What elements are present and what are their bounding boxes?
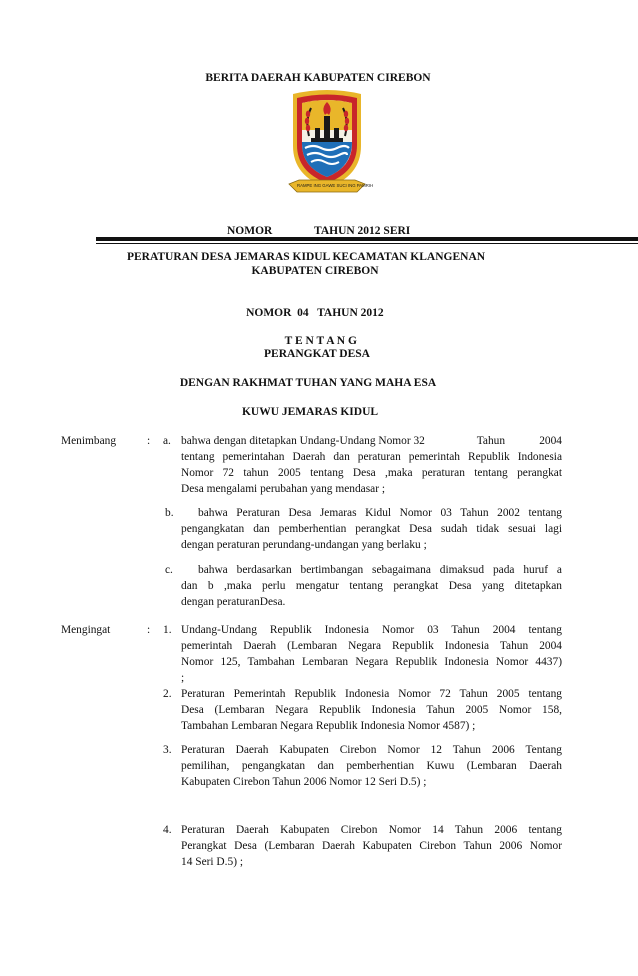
menimbang-a-line: Nomor 72 tahun 2005 tentang Desa ,maka peraturan tentang perangkat xyxy=(181,467,562,479)
menimbang-c-text xyxy=(181,562,562,610)
regulation-subject: PERANGKAT DESA xyxy=(264,348,370,360)
regulation-tentang: T E N T A N G xyxy=(284,335,357,347)
mengingat-colon: : xyxy=(147,624,151,636)
menimbang-b-marker: b. xyxy=(165,507,174,519)
mengingat-2-line: Tambahan Lembaran Negara Republik Indonesia Nomor 4587) ; xyxy=(181,720,476,732)
mengingat-2-line: Desa (Lembaran Negara Republik Indonesia Tahun 2005 Nomor 158, xyxy=(181,704,562,716)
mengingat-3-line: pemilihan, pengangkatan dan pemberhentian Kuwu (Lembaran Daerah xyxy=(181,760,562,772)
regulation-title-line2: KABUPATEN CIREBON xyxy=(251,265,379,277)
mengingat-4-marker: 4. xyxy=(163,824,172,836)
menimbang-a-line: tentang pemerintahan Daerah dan peraturan pemerintah Republik Indonesia xyxy=(181,451,562,463)
gazette-nomor-label: NOMOR xyxy=(227,225,273,237)
menimbang-c-line: bahwa berdasarkan bertimbangan sebagaimana dimaksud pada huruf a xyxy=(198,564,562,576)
menimbang-c-line: dan b ,maka perlu mengatur tentang perangkat Desa yang ditetapkan xyxy=(181,580,562,592)
mengingat-label: Mengingat xyxy=(61,624,111,636)
emblem-motto: RAMPE ING GAWE SUCI ING PAMRIH xyxy=(297,183,374,188)
mengingat-2-text xyxy=(181,686,562,734)
header-rule-thick xyxy=(96,237,638,241)
mengingat-3-line: Kabupaten Cirebon Tahun 2006 Nomor 12 Seri D.5) ; xyxy=(181,776,427,788)
gazette-title: BERITA DAERAH KABUPATEN CIREBON xyxy=(205,72,431,84)
regulation-rakhmat: DENGAN RAKHMAT TUHAN YANG MAHA ESA xyxy=(179,377,437,389)
menimbang-b-line: pengangkatan dan pemberhentian perangkat Desa sudah tidak sesuai lagi xyxy=(181,523,562,535)
menimbang-colon: : xyxy=(147,435,151,447)
menimbang-a-line-tail: Tahun 2004 xyxy=(476,435,562,447)
cirebon-regency-emblem-icon xyxy=(287,88,374,200)
menimbang-b-line: bahwa Peraturan Desa Jemaras Kidul Nomor 03 Tahun 2002 tentang xyxy=(198,507,562,519)
mengingat-3-text xyxy=(181,742,562,790)
menimbang-c-marker: c. xyxy=(165,564,173,576)
mengingat-1-line: Nomor 125, Tambahan Lembaran Negara Republik Indonesia Nomor 4437) xyxy=(181,656,562,668)
mengingat-4-line: Peraturan Daerah Kabupaten Cirebon Nomor 14 Tahun 2006 tentang xyxy=(181,824,562,836)
header-rule-thin xyxy=(96,243,638,244)
mengingat-2-line: Peraturan Pemerintah Republik Indonesia Nomor 72 Tahun 2005 tentang xyxy=(181,688,562,700)
menimbang-b-text xyxy=(181,505,562,553)
menimbang-a-text xyxy=(181,433,562,497)
mengingat-1-line: Undang-Undang Republik Indonesia Nomor 03 Tahun 2004 tentang xyxy=(181,624,562,636)
mengingat-1-line: pemerintah Daerah (Lembaran Negara Republik Indonesia Tahun 2004 xyxy=(181,640,562,652)
mengingat-2-marker: 2. xyxy=(163,688,172,700)
mengingat-4-text xyxy=(181,822,562,870)
menimbang-a-marker: a. xyxy=(163,435,171,447)
mengingat-3-marker: 3. xyxy=(163,744,172,756)
regulation-title-line1: PERATURAN DESA JEMARAS KIDUL KECAMATAN KLANGENAN xyxy=(126,251,486,263)
mengingat-1-line: ; xyxy=(181,672,185,684)
mengingat-1-marker: 1. xyxy=(163,624,172,636)
menimbang-c-line: dengan peraturanDesa. xyxy=(181,596,286,608)
menimbang-label: Menimbang xyxy=(61,435,117,447)
mengingat-4-line: 14 Seri D.5) ; xyxy=(181,856,244,868)
mengingat-4-line: Perangkat Desa (Lembaran Daerah Kabupaten Cirebon Tahun 2006 Nomor xyxy=(181,840,562,852)
mengingat-1-text xyxy=(181,622,562,686)
menimbang-a-line: Desa mengalami perubahan yang mendasar ; xyxy=(181,483,386,495)
mengingat-3-line: Peraturan Daerah Kabupaten Cirebon Nomor 12 Tahun 2006 Tentang xyxy=(181,744,562,756)
menimbang-b-line: dengan peraturan perundang-undangan yang berlaku ; xyxy=(181,539,427,551)
menimbang-a-line: bahwa dengan ditetapkan Undang-Undang Nomor 32 xyxy=(181,435,425,447)
regulation-authority: KUWU JEMARAS KIDUL xyxy=(241,406,379,418)
regulation-number: NOMOR 04 TAHUN 2012 xyxy=(246,307,384,319)
gazette-tahun-seri: TAHUN 2012 SERI xyxy=(314,225,411,237)
